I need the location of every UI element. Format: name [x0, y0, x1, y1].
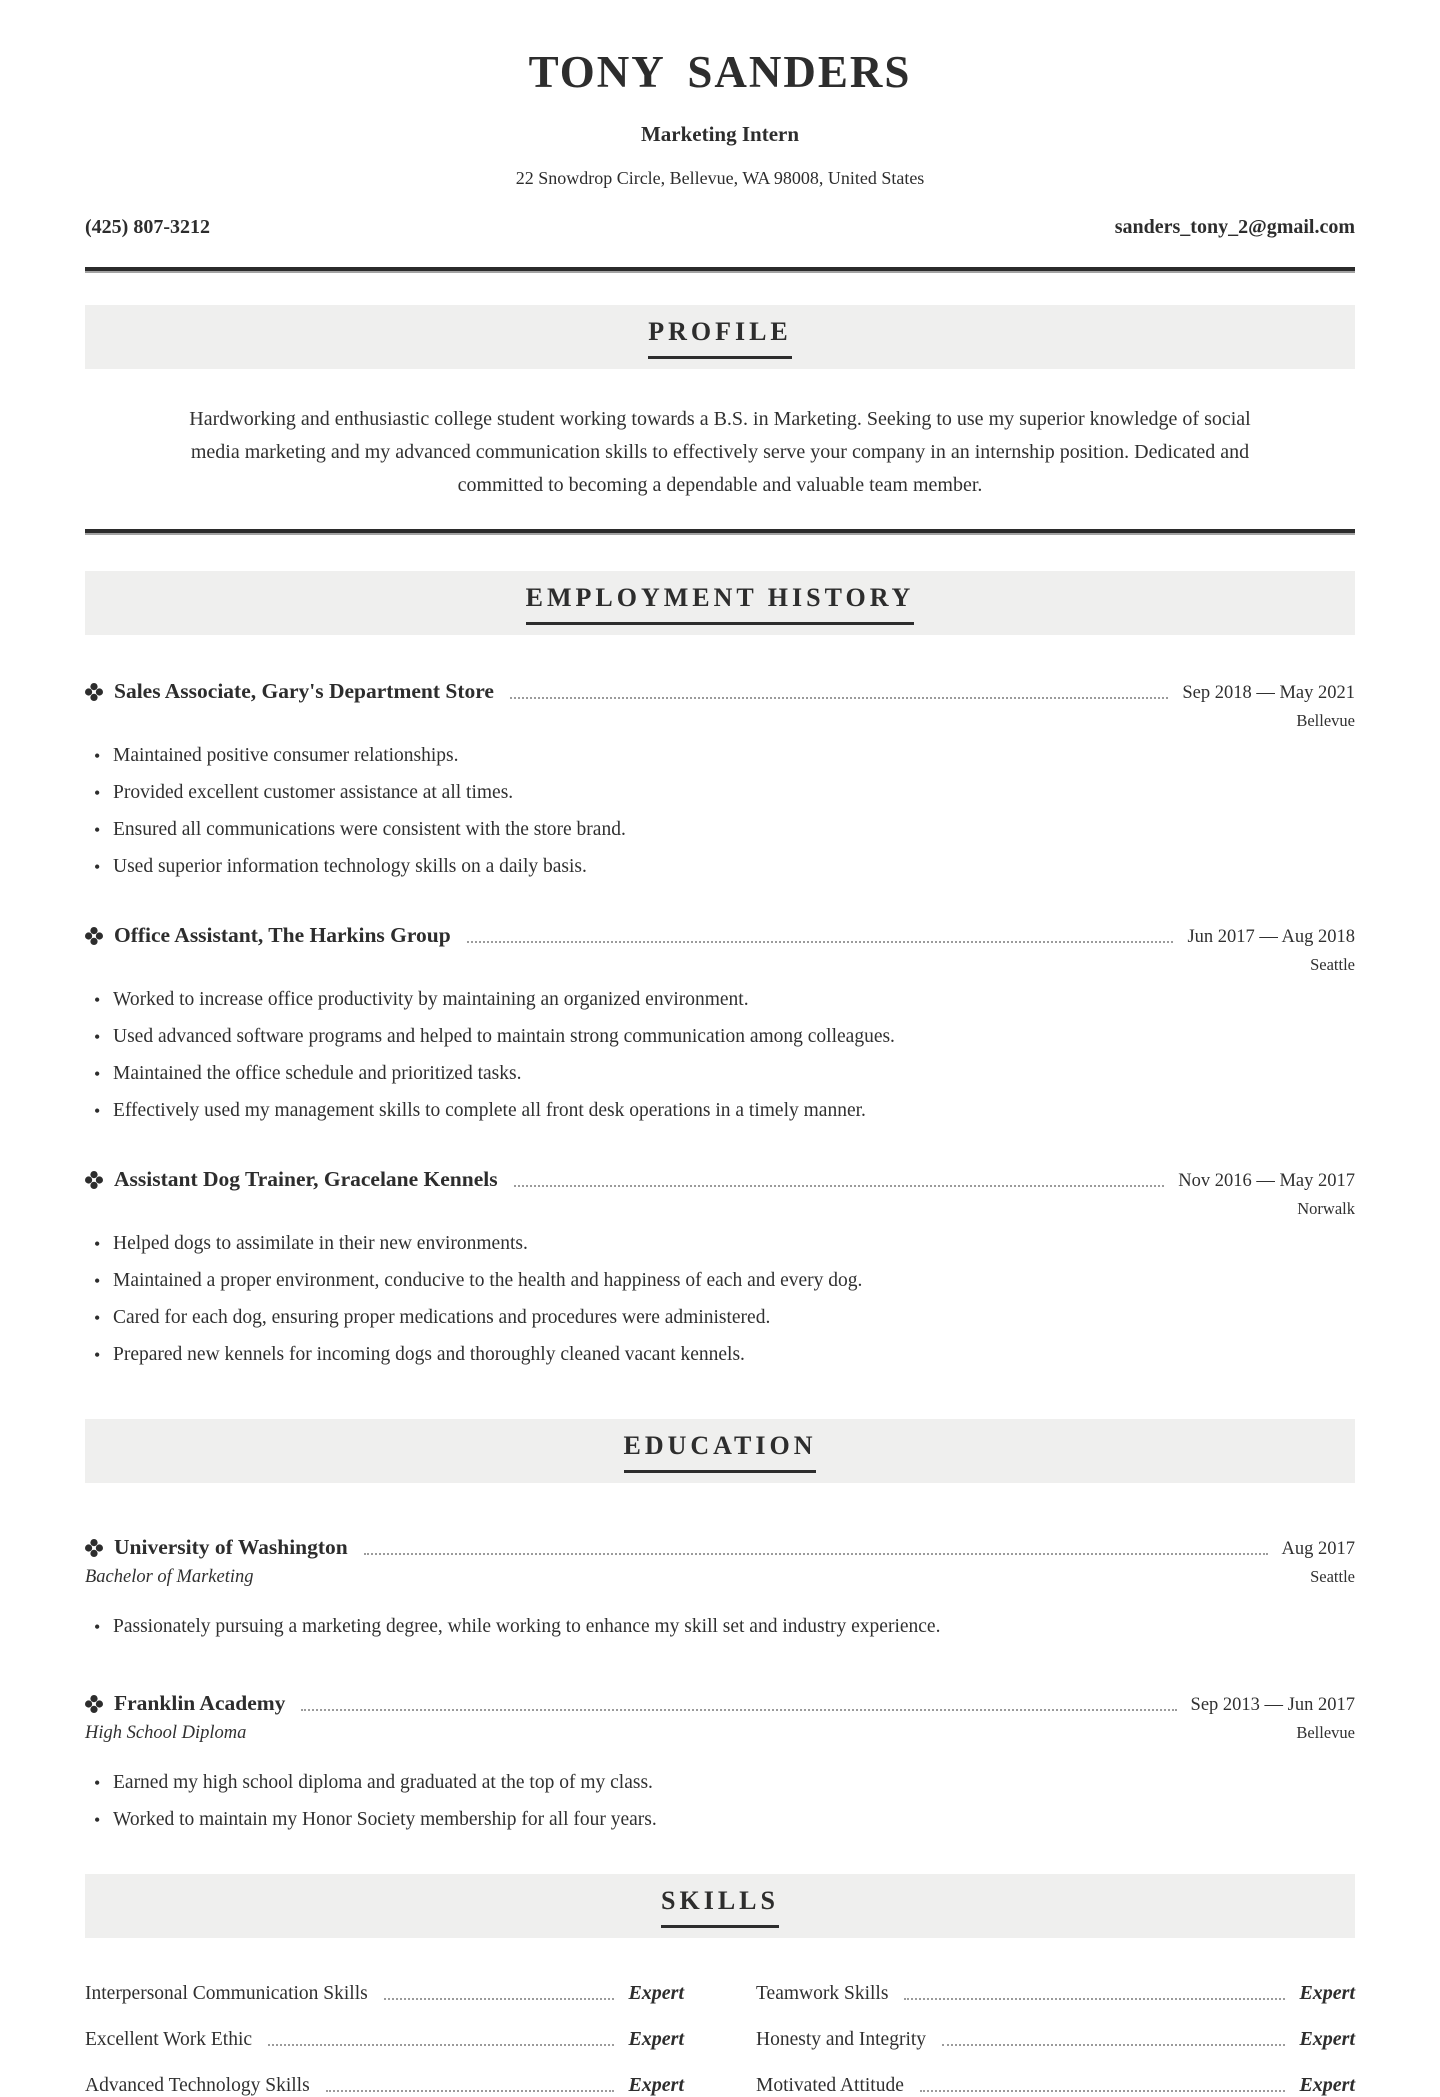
section-banner-education: [85, 1419, 1355, 1483]
school-location: Seattle: [1310, 1567, 1355, 1586]
skill-name: Advanced Technology Skills: [85, 2075, 310, 2096]
job-title: Office Assistant, The Harkins Group: [114, 923, 451, 947]
skill-name: Excellent Work Ethic: [85, 2029, 253, 2050]
skill-row: [756, 1982, 1355, 2005]
job-bullet-list: [85, 744, 1355, 879]
skill-level: Expert: [628, 2074, 684, 2096]
section-banner-profile: [85, 305, 1355, 369]
dotted-leader: [920, 2090, 1286, 2092]
dotted-leader: [510, 697, 1168, 699]
dotted-leader: [942, 2044, 1285, 2046]
education-section-title: EDUCATION: [624, 1431, 817, 1473]
bullet-item: • Helped dogs to assimilate in their new environments.: [85, 1232, 1355, 1256]
skill-row: [85, 1982, 684, 2005]
skill-row: [85, 2074, 684, 2097]
bullet-item: • Cared for each dog, ensuring proper medications and procedures were administered.: [85, 1306, 1355, 1330]
skill-level: Expert: [628, 1982, 684, 2004]
bullet-item: • Passionately pursuing a marketing degree, while working to enhance my skill set and industry experience.: [85, 1615, 1355, 1639]
profile-divider: [85, 529, 1355, 535]
skill-row: [85, 2028, 684, 2051]
section-banner-skills: [85, 1874, 1355, 1938]
bullet-item: • Worked to increase office productivity by maintaining an organized environment.: [85, 988, 1355, 1012]
profile-section-title: PROFILE: [648, 317, 792, 359]
entry-head: [85, 1691, 1355, 1716]
dotted-leader: [904, 1998, 1285, 2000]
bullet-item: • Maintained the office schedule and prioritized tasks.: [85, 1062, 1355, 1086]
skill-row: [756, 2028, 1355, 2051]
dotted-leader: [467, 941, 1174, 943]
section-banner-employment: [85, 571, 1355, 635]
job-title: Sales Associate, Gary's Department Store: [114, 679, 494, 703]
employment-entry: [85, 923, 1355, 1123]
dotted-leader: [384, 1998, 615, 2000]
skill-name: Interpersonal Communication Skills: [85, 1983, 368, 2004]
school-dates: Sep 2013 — Jun 2017: [1190, 1695, 1355, 1715]
bullet-item: • Provided excellent customer assistance at all times.: [85, 781, 1355, 805]
clover-icon: [85, 1539, 103, 1557]
job-location: Bellevue: [1296, 711, 1355, 730]
dotted-leader: [364, 1553, 1268, 1555]
skills-grid: [85, 1982, 1355, 2097]
bullet-item: • Effectively used my management skills to complete all front desk operations in a timely manner.: [85, 1099, 1355, 1123]
phone-number: (425) 807-3212: [85, 216, 210, 238]
entry-head: [85, 1535, 1355, 1560]
job-title: Assistant Dog Trainer, Gracelane Kennels: [114, 1167, 498, 1191]
entry-head: [85, 679, 1355, 704]
school-name: Franklin Academy: [114, 1691, 286, 1715]
job-location: Seattle: [1310, 955, 1355, 974]
dotted-leader: [514, 1185, 1165, 1187]
skill-level: Expert: [1299, 2074, 1355, 2096]
degree-name: Bachelor of Marketing: [85, 1567, 254, 1587]
bullet-item: • Maintained positive consumer relationships.: [85, 744, 1355, 768]
employment-section-title: EMPLOYMENT HISTORY: [526, 583, 915, 625]
education-entry: [85, 1691, 1355, 1832]
job-bullet-list: [85, 1232, 1355, 1367]
skill-level: Expert: [1299, 2028, 1355, 2050]
school-location: Bellevue: [1296, 1723, 1355, 1742]
degree-name: High School Diploma: [85, 1723, 247, 1743]
bullet-item: • Used advanced software programs and helped to maintain strong communication among colleagues.: [85, 1025, 1355, 1049]
entry-head: [85, 923, 1355, 948]
school-bullet-list: [85, 1615, 1355, 1639]
school-name: University of Washington: [114, 1535, 348, 1559]
clover-icon: [85, 1695, 103, 1713]
dotted-leader: [326, 2090, 615, 2092]
skill-name: Motivated Attitude: [756, 2075, 904, 2096]
candidate-address: 22 Snowdrop Circle, Bellevue, WA 98008, United States: [515, 168, 925, 188]
skill-level: Expert: [628, 2028, 684, 2050]
dotted-leader: [301, 1709, 1176, 1711]
skill-name: Teamwork Skills: [756, 1983, 889, 2004]
school-bullet-list: [85, 1771, 1355, 1832]
header-divider: [85, 267, 1355, 273]
employment-entry: [85, 679, 1355, 879]
candidate-name: TONY SANDERS: [528, 47, 912, 97]
clover-icon: [85, 1171, 103, 1189]
education-entry: [85, 1535, 1355, 1639]
skill-name: Honesty and Integrity: [756, 2029, 927, 2050]
bullet-item: • Ensured all communications were consistent with the store brand.: [85, 818, 1355, 842]
skills-section-title: SKILLS: [661, 1886, 779, 1928]
job-dates: Sep 2018 — May 2021: [1182, 683, 1355, 703]
bullet-item: • Worked to maintain my Honor Society membership for all four years.: [85, 1808, 1355, 1832]
entry-meta: [85, 1723, 1355, 1744]
bullet-item: • Used superior information technology skills on a daily basis.: [85, 855, 1355, 879]
job-dates: Jun 2017 — Aug 2018: [1187, 927, 1355, 947]
entry-meta: [85, 955, 1355, 975]
employment-entry: [85, 1167, 1355, 1367]
email-address: sanders_tony_2@gmail.com: [1114, 216, 1355, 238]
skill-level: Expert: [1299, 1982, 1355, 2004]
job-location: Norwalk: [1297, 1199, 1355, 1218]
entry-meta: [85, 711, 1355, 731]
bullet-item: • Prepared new kennels for incoming dogs and thoroughly cleaned vacant kennels.: [85, 1343, 1355, 1367]
job-dates: Nov 2016 — May 2017: [1178, 1171, 1355, 1191]
resume-header: [85, 47, 1355, 239]
candidate-role: Marketing Intern: [640, 122, 800, 146]
profile-summary-text: Hardworking and enthusiastic college student working towards a B.S. in Marketing. Seeking to use my superior knowledge of social media marketing and my advanced communication skills to effectively serve your company in an internship position. Dedicated and committed to becoming a dependable and valuable team member.: [189, 408, 1251, 496]
skill-row: [756, 2074, 1355, 2097]
contact-row: [85, 216, 1355, 239]
bullet-item: • Maintained a proper environment, conducive to the health and happiness of each and every dog.: [85, 1269, 1355, 1293]
entry-head: [85, 1167, 1355, 1192]
clover-icon: [85, 927, 103, 945]
clover-icon: [85, 683, 103, 701]
job-bullet-list: [85, 988, 1355, 1123]
bullet-item: • Earned my high school diploma and graduated at the top of my class.: [85, 1771, 1355, 1795]
entry-meta: [85, 1567, 1355, 1588]
school-dates: Aug 2017: [1281, 1539, 1355, 1559]
entry-meta: [85, 1199, 1355, 1219]
dotted-leader: [268, 2044, 614, 2046]
